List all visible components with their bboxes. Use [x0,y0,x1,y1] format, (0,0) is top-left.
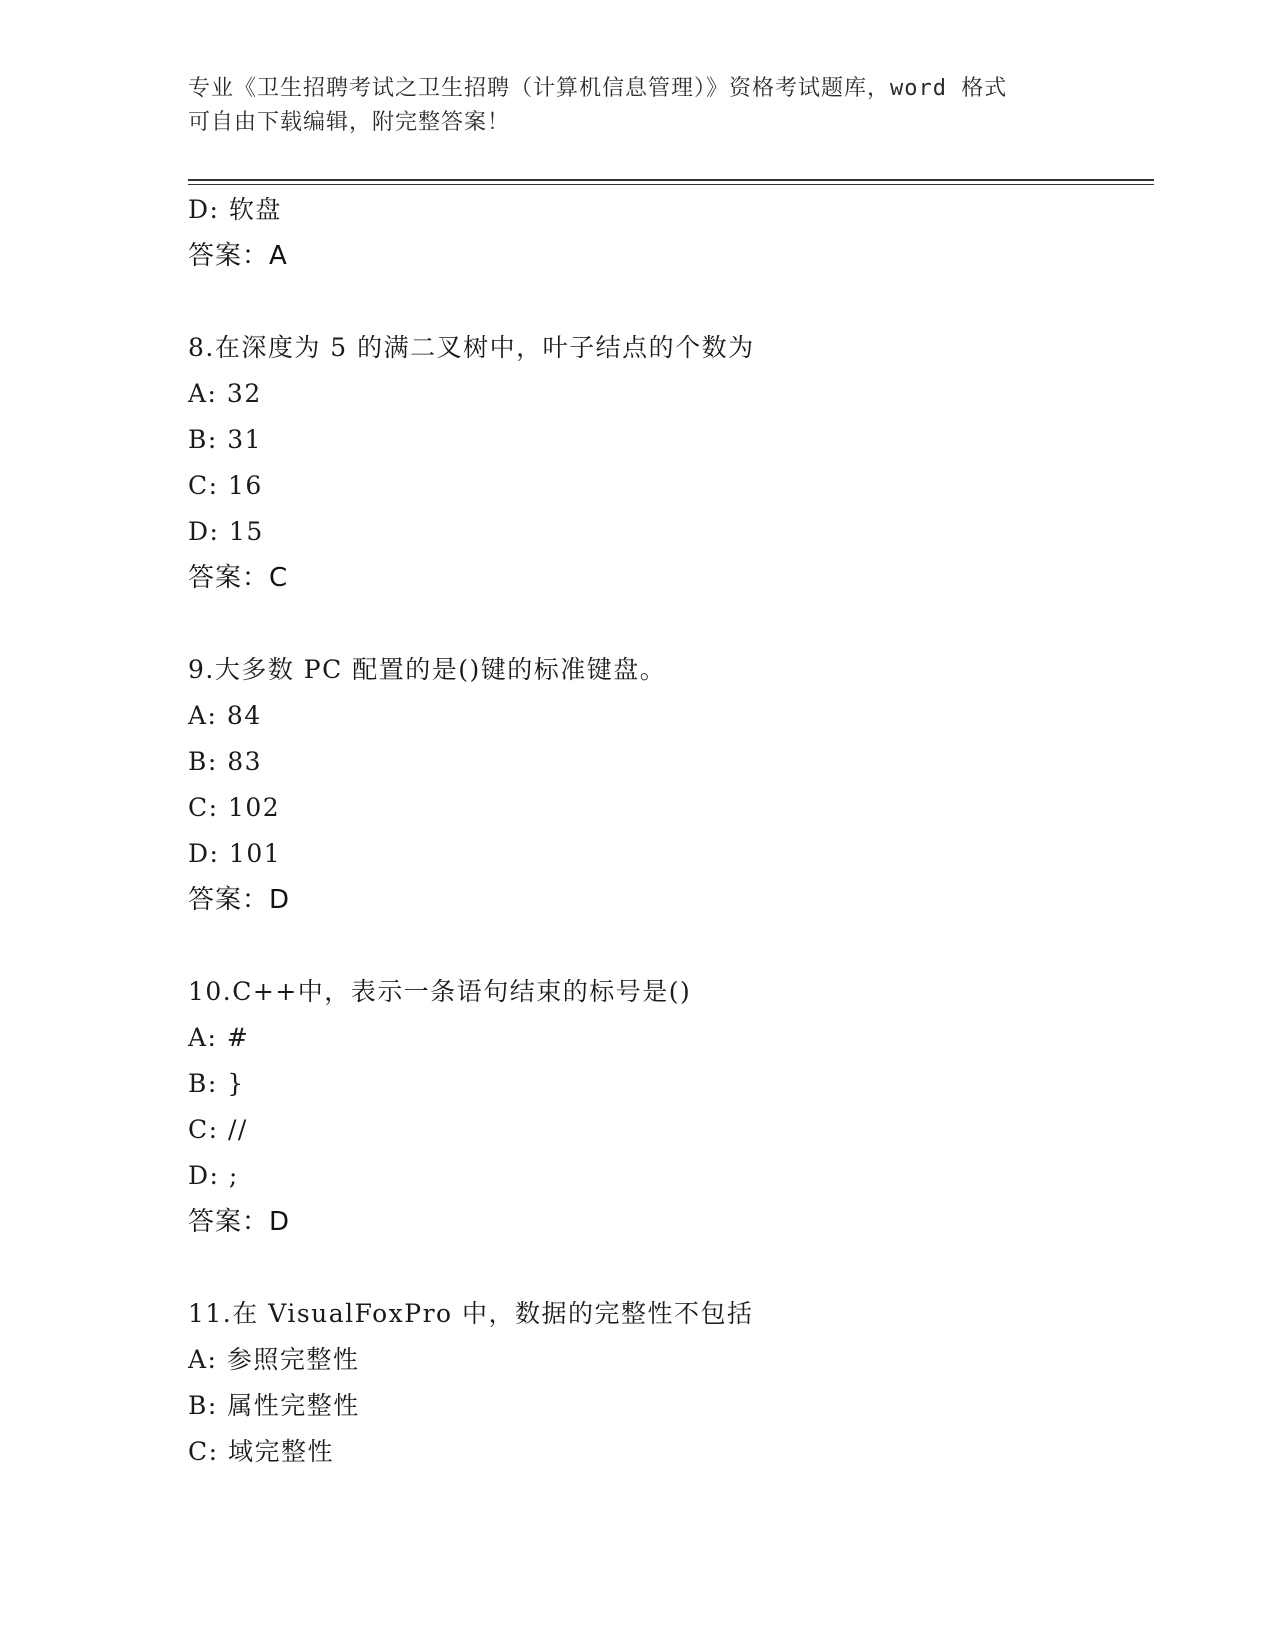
option-c: C: 102 [188,793,281,822]
question-text: 11.在 VisualFoxPro 中，数据的完整性不包括 [188,1299,754,1328]
question-9 [188,647,1148,923]
spacer [188,601,1148,647]
option-c: C: 16 [188,471,263,500]
question-11 [188,1291,1148,1475]
answer: 答案：D [188,1207,291,1237]
option-a: A: 84 [188,701,262,730]
header-line-1: 专业《卫生招聘考试之卫生招聘（计算机信息管理）》资格考试题库，word 格式 [188,76,1008,101]
option-c: C: // [188,1115,248,1144]
spacer [188,1245,1148,1291]
spacer [188,923,1148,969]
answer: 答案：A [188,241,288,271]
question-text: 8.在深度为 5 的满二叉树中，叶子结点的个数为 [188,333,755,362]
header-divider [188,179,1154,185]
spacer [188,279,1148,325]
option-a: A: # [188,1023,250,1052]
option-b: B: 属性完整性 [188,1391,360,1420]
question-7-tail [188,187,1148,279]
option-b: B: 31 [188,425,263,454]
page-header [188,72,1088,140]
option-d: D: 软盘 [188,195,282,224]
header-line-2: 可自由下载编辑，附完整答案！ [188,110,511,135]
option-b: B: } [188,1069,245,1098]
question-10 [188,969,1148,1245]
option-d: D: 15 [188,517,264,546]
option-b: B: 83 [188,747,263,776]
option-a: A: 参照完整性 [188,1345,360,1374]
question-text: 9.大多数 PC 配置的是()键的标准键盘。 [188,655,667,684]
document-body [188,187,1148,1475]
question-8 [188,325,1148,601]
option-a: A: 32 [188,379,262,408]
answer: 答案：C [188,563,289,593]
option-d: D: 101 [188,839,282,868]
question-text: 10.C++中，表示一条语句结束的标号是() [188,977,692,1006]
answer: 答案：D [188,885,291,915]
option-d: D: ; [188,1161,239,1190]
option-c: C: 域完整性 [188,1437,334,1466]
